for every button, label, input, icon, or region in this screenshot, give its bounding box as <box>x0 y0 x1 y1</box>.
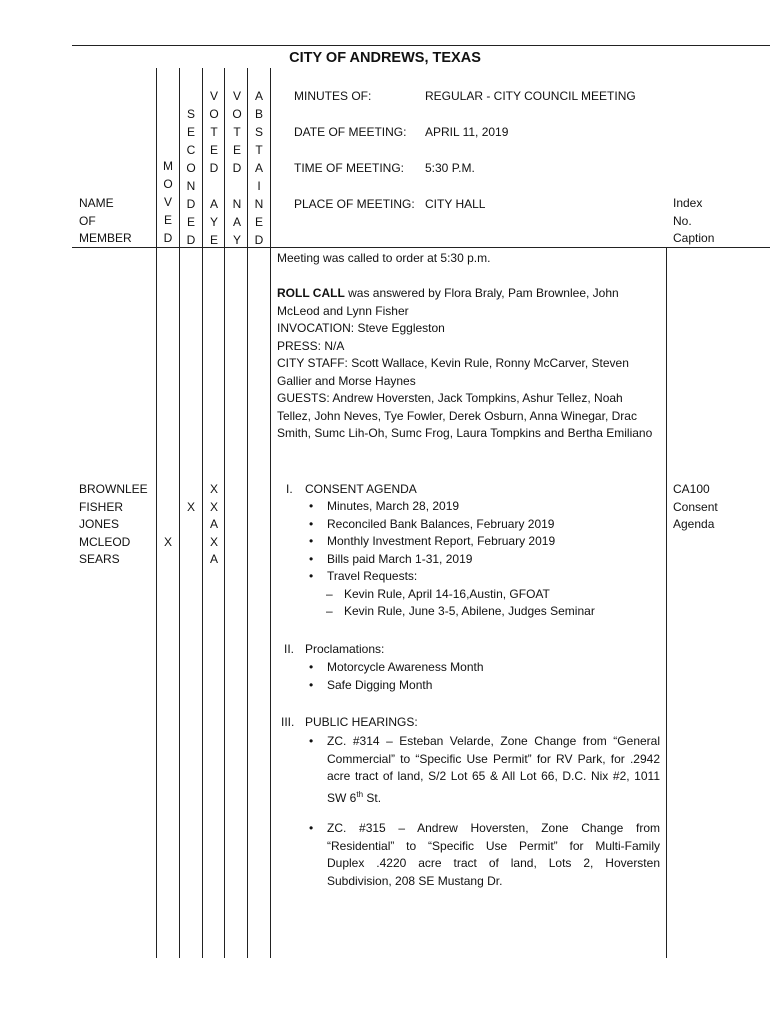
abstained-header <box>252 87 266 249</box>
bullet: • <box>309 569 314 583</box>
bullet: • <box>309 499 314 513</box>
header-letter: E <box>209 143 218 157</box>
moved-marks: X <box>163 534 172 549</box>
hearing-bullet: • <box>309 821 314 835</box>
member-name: JONES <box>79 517 120 531</box>
hearing-item-zc314: ZC. #314 – Esteban Velarde, Zone Change from “General Commercial” to “Specific Use Permit” for RV Park, for .2942 acre tract of land, S/2 Lot 65 & All Lot 66, D.C. Nix #2, 1011 SW 6th St. <box>327 734 660 805</box>
header-letter: D <box>186 197 196 211</box>
consent-num: I. <box>286 482 293 496</box>
col-divider <box>202 68 203 958</box>
header-letter: V <box>163 195 172 209</box>
header-letter: V <box>232 89 241 103</box>
proclamation-item: Safe Digging Month <box>327 677 433 692</box>
proclamations-num: II. <box>284 642 295 656</box>
member-name: FISHER <box>79 499 124 514</box>
city-staff: CITY STAFF: Scott Wallace, Kevin Rule, Ronny McCarver, Steven Gallier and Morse Haynes <box>277 356 629 388</box>
minutes-value: REGULAR - CITY COUNCIL MEETING <box>425 89 636 103</box>
voted-nay-header <box>230 87 244 249</box>
date-label: DATE OF MEETING: <box>294 125 407 139</box>
col-divider <box>247 68 248 958</box>
header-rule <box>72 247 770 248</box>
member-name: BROWNLEE <box>79 482 148 496</box>
header-letter: C <box>186 143 196 157</box>
invocation: INVOCATION: Steve Eggleston <box>277 321 445 335</box>
minutes-label: MINUTES OF: <box>294 89 372 103</box>
header-letter: I <box>257 179 261 193</box>
time-label: TIME OF MEETING: <box>294 161 404 175</box>
header-letter: T <box>210 125 218 139</box>
consent-index: CA100 Consent Agenda <box>673 482 718 531</box>
date-value: APRIL 11, 2019 <box>425 125 509 139</box>
col-divider <box>270 68 271 958</box>
header-letter: A <box>254 161 263 175</box>
header-letter: D <box>209 161 219 175</box>
header-letter: A <box>209 197 218 211</box>
name-of-member-header: NAME OF MEMBER <box>79 196 132 245</box>
roll-call: ROLL CALL was answered by Flora Braly, Pam Brownlee, John McLeod and Lynn Fisher <box>277 286 619 318</box>
header-letter: E <box>186 215 195 229</box>
header-letter: N <box>254 197 264 211</box>
header-letter: M <box>163 159 173 173</box>
col-divider <box>156 68 157 958</box>
seconded-header <box>184 105 198 249</box>
member-name: MCLEOD <box>79 534 131 549</box>
header-letter: A <box>254 89 263 103</box>
header-letter: O <box>232 107 242 121</box>
travel-request: Kevin Rule, April 14-16,Austin, GFOAT <box>344 586 550 601</box>
header-letter: D <box>254 233 264 247</box>
time-value: 5:30 P.M. <box>425 161 475 175</box>
top-rule <box>72 45 770 46</box>
col-divider <box>179 68 180 958</box>
consent-item: Bills paid March 1-31, 2019 <box>327 551 473 566</box>
page-title: CITY OF ANDREWS, TEXAS <box>289 50 481 66</box>
header-letter: Y <box>232 233 241 247</box>
consent-item: Reconciled Bank Balances, February 2019 <box>327 516 555 531</box>
header-letter: E <box>254 215 263 229</box>
header-letter: N <box>232 197 242 211</box>
bullet: • <box>309 516 314 531</box>
member-name: SEARS <box>79 552 120 566</box>
consent-item: Minutes, March 28, 2019 <box>327 499 460 513</box>
header-letter <box>207 177 221 195</box>
seconded-marks: X <box>186 499 195 514</box>
press: PRESS: N/A <box>277 338 345 353</box>
hearings-heading: PUBLIC HEARINGS: <box>305 715 418 729</box>
bullet: • <box>309 660 314 674</box>
header-letter: B <box>254 107 263 121</box>
header-letter: D <box>163 231 173 245</box>
vote-names <box>79 481 148 569</box>
header-letter: O <box>163 177 173 191</box>
header-letter: E <box>209 233 218 247</box>
aye-marks: X X A X A <box>209 482 218 566</box>
opening-section <box>277 250 657 443</box>
call-to-order: Meeting was called to order at 5:30 p.m. <box>277 251 491 265</box>
header-letter: S <box>254 125 263 139</box>
header-letter: E <box>232 143 241 157</box>
header-letter: O <box>209 107 219 121</box>
header-letter: T <box>255 143 263 157</box>
header-letter: A <box>232 215 241 229</box>
header-letter: E <box>163 213 172 227</box>
header-letter: S <box>186 107 195 121</box>
hearing-bullet: • <box>309 734 314 748</box>
consent-item: Travel Requests: <box>327 569 418 583</box>
index-divider <box>666 248 667 958</box>
header-letter: T <box>233 125 241 139</box>
consent-heading: CONSENT AGENDA <box>305 482 417 496</box>
proclamation-item: Motorcycle Awareness Month <box>327 660 484 674</box>
voted-aye-header <box>207 87 221 249</box>
header-letter: E <box>186 125 195 139</box>
bullet: • <box>309 677 314 692</box>
header-letter: N <box>186 179 196 193</box>
consent-item: Monthly Investment Report, February 2019 <box>327 534 556 548</box>
dash: – <box>326 586 333 601</box>
guests: GUESTS: Andrew Hoversten, Jack Tompkins, Ashur Tellez, Noah Tellez, John Neves, Tye Fowler, Derek Osburn, Anna Winegar, Drac Smith, Sumc Lih-Oh, Sumc Frog, Laura Tompkins and Bertha Emiliano <box>277 391 653 440</box>
header-letter: Y <box>209 215 218 229</box>
hearings-num: III. <box>281 715 295 729</box>
header-letter: D <box>232 161 242 175</box>
header-letter: O <box>186 161 196 175</box>
moved-header <box>161 157 175 247</box>
bullet: • <box>309 551 314 566</box>
hearing-item-zc315: ZC. #315 – Andrew Hoversten, Zone Change from “Residential” to “Specific Use Permit” for Multi-Family Duplex .4220 acre tract of land, Lots 2, Hoversten Subdivision, 208 SE Mustang Dr. <box>327 821 660 888</box>
place-label: PLACE OF MEETING: <box>294 197 415 211</box>
bullet: • <box>309 534 314 548</box>
index-header: Index No. Caption <box>673 196 715 245</box>
header-letter <box>230 177 244 195</box>
col-divider <box>224 68 225 958</box>
header-letter: D <box>186 233 196 247</box>
header-letter: V <box>209 89 218 103</box>
travel-request: Kevin Rule, June 3-5, Abilene, Judges Seminar <box>344 604 595 618</box>
proclamations-heading: Proclamations: <box>305 642 385 656</box>
dash: – <box>326 604 333 618</box>
place-value: CITY HALL <box>425 197 486 211</box>
